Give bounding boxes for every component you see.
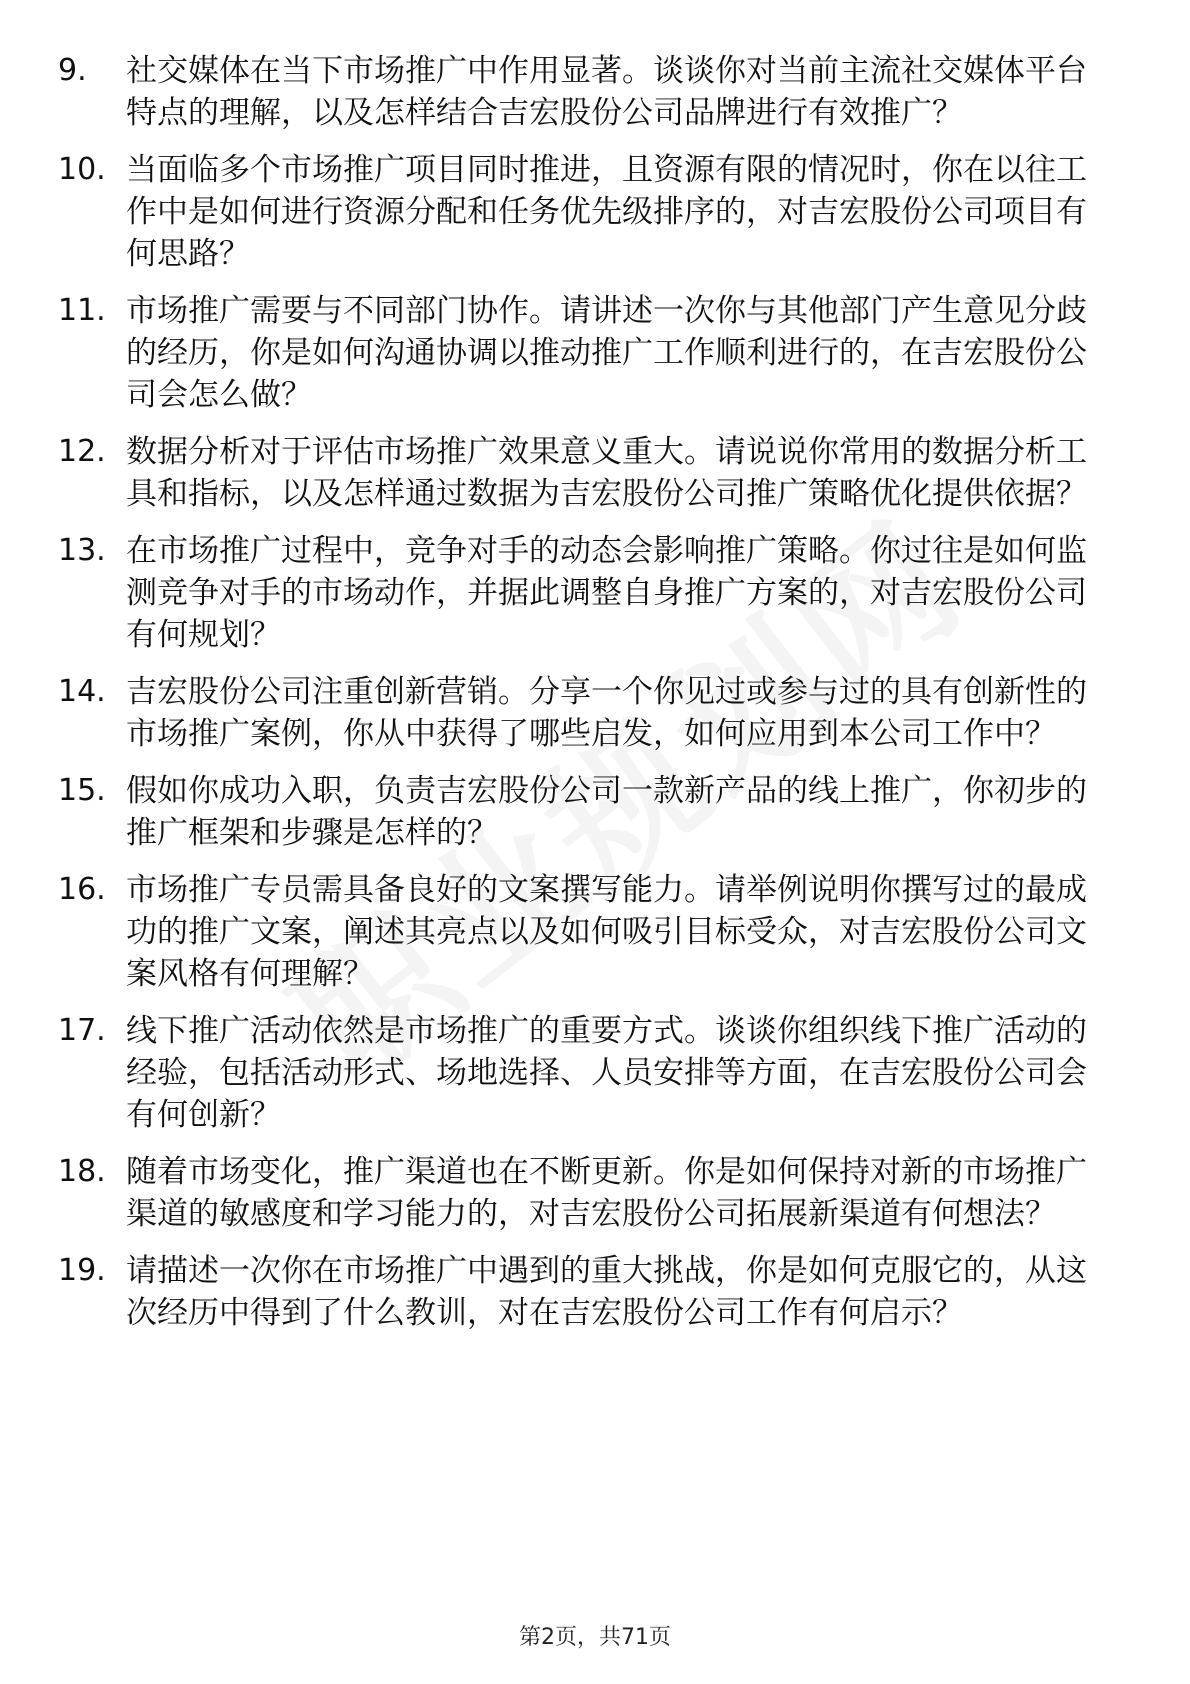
question-item [0, 1250, 1190, 1334]
question-number: 18. [58, 1154, 106, 1189]
question-item [0, 1010, 1190, 1136]
question-number: 13. [58, 533, 106, 568]
question-number: 12. [58, 434, 106, 469]
page-number: 第2页，共71页 [519, 1625, 671, 1650]
question-item [0, 869, 1190, 995]
question-item [0, 1151, 1190, 1235]
question-text: 市场推广专员需具备良好的文案撰写能力。请举例说明你撰写过的最成功的推广文案，阐述其亮点以及如何吸引目标受众，对吉宏股份公司文案风格有何理解？ [126, 872, 1087, 992]
question-number: 10. [58, 152, 106, 187]
question-item [0, 530, 1190, 656]
question-text: 假如你成功入职，负责吉宏股份公司一款新产品的线上推广，你初步的推广框架和步骤是怎样的？ [126, 773, 1087, 851]
question-text: 社交媒体在当下市场推广中作用显著。谈谈你对当前主流社交媒体平台特点的理解，以及怎样结合吉宏股份公司品牌进行有效推广？ [126, 53, 1087, 131]
question-text: 当面临多个市场推广项目同时推进，且资源有限的情况时，你在以往工作中是如何进行资源分配和任务优先级排序的，对吉宏股份公司项目有何思路？ [126, 152, 1087, 272]
question-list [0, 50, 1190, 1349]
question-item [0, 671, 1190, 755]
question-item [0, 431, 1190, 515]
question-item [0, 290, 1190, 416]
question-number: 19. [58, 1253, 106, 1288]
question-number: 16. [58, 872, 106, 907]
question-text: 线下推广活动依然是市场推广的重要方式。谈谈你组织线下推广活动的经验，包括活动形式、场地选择、人员安排等方面，在吉宏股份公司会有何创新？ [126, 1013, 1087, 1133]
question-number: 14. [58, 674, 106, 709]
page-footer [0, 1620, 1190, 1651]
question-number: 9. [58, 53, 87, 88]
question-item [0, 50, 1190, 134]
question-number: 11. [58, 293, 106, 328]
question-number: 17. [58, 1013, 106, 1048]
question-item [0, 770, 1190, 854]
question-number: 15. [58, 773, 106, 808]
question-text: 请描述一次你在市场推广中遇到的重大挑战，你是如何克服它的，从这次经历中得到了什么教训，对在吉宏股份公司工作有何启示？ [126, 1253, 1087, 1331]
question-text: 吉宏股份公司注重创新营销。分享一个你见过或参与过的具有创新性的市场推广案例，你从中获得了哪些启发，如何应用到本公司工作中？ [126, 674, 1087, 752]
question-text: 市场推广需要与不同部门协作。请讲述一次你与其他部门产生意见分歧的经历，你是如何沟通协调以推动推广工作顺利进行的，在吉宏股份公司会怎么做？ [126, 293, 1087, 413]
question-text: 随着市场变化，推广渠道也在不断更新。你是如何保持对新的市场推广渠道的敏感度和学习能力的，对吉宏股份公司拓展新渠道有何想法？ [126, 1154, 1087, 1232]
question-text: 在市场推广过程中，竞争对手的动态会影响推广策略。你过往是如何监测竞争对手的市场动作，并据此调整自身推广方案的，对吉宏股份公司有何规划？ [126, 533, 1087, 653]
question-item [0, 149, 1190, 275]
question-text: 数据分析对于评估市场推广效果意义重大。请说说你常用的数据分析工具和指标，以及怎样通过数据为吉宏股份公司推广策略优化提供依据？ [126, 434, 1087, 512]
